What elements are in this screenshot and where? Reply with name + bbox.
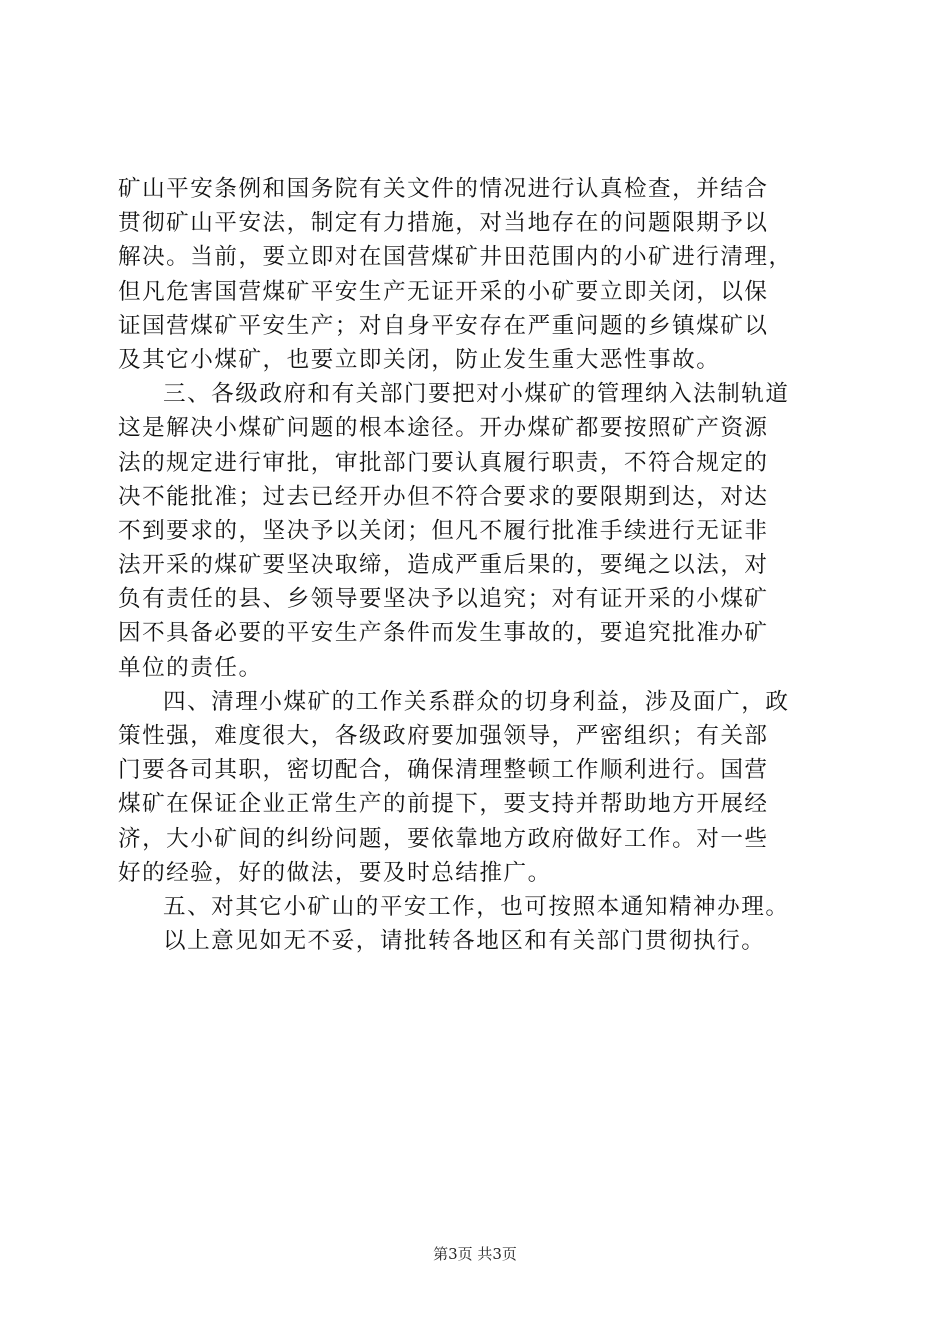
body-line: 法的规定进行审批，审批部门要认真履行职责，不符合规定的 bbox=[118, 449, 769, 476]
body-line: 贯彻矿山平安法，制定有力措施，对当地存在的问题限期予以 bbox=[118, 210, 769, 237]
body-line: 门要各司其职，密切配合，确保清理整顿工作顺利进行。国营 bbox=[118, 757, 769, 784]
body-line: 负有责任的县、乡领导要坚决予以追究；对有证开采的小煤矿 bbox=[118, 586, 769, 613]
page-number-footer: 第3页 共3页 bbox=[433, 1245, 517, 1263]
body-line: 因不具备必要的平安生产条件而发生事故的，要追究批准办矿 bbox=[118, 620, 769, 647]
body-line: 法开采的煤矿要坚决取缔，造成严重后果的，要绳之以法，对 bbox=[118, 552, 769, 579]
body-line: 策性强，难度很大，各级政府要加强领导，严密组织；有关部 bbox=[118, 723, 769, 749]
body-line: 济，大小矿间的纠纷问题，要依靠地方政府做好工作。对一些 bbox=[118, 825, 769, 852]
body-line: 不到要求的，坚决予以关闭；但凡不履行批准手续进行无证非 bbox=[118, 517, 769, 544]
body-line: 证国营煤矿平安生产；对自身平安存在严重问题的乡镇煤矿以 bbox=[118, 312, 769, 339]
closing-line: 以上意见如无不妥，请批转各地区和有关部门贯彻执行。 bbox=[163, 928, 766, 955]
body-line: 矿山平安条例和国务院有关文件的情况进行认真检查，并结合 bbox=[118, 176, 769, 202]
body-line: 决不能批准；过去已经开办但不符合要求的要限期到达，对达 bbox=[118, 483, 769, 510]
body-line: 好的经验，好的做法，要及时总结推广。 bbox=[118, 859, 552, 886]
body-line: 及其它小煤矿，也要立即关闭，防止发生重大恶性事故。 bbox=[118, 346, 721, 373]
body-line: 但凡危害国营煤矿平安生产无证开采的小矿要立即关闭，以保 bbox=[118, 278, 769, 305]
section-3-first-line: 三、各级政府和有关部门要把对小煤矿的管理纳入法制轨道 bbox=[163, 381, 790, 408]
body-line: 解决。当前，要立即对在国营煤矿井田范围内的小矿进行清理， bbox=[118, 244, 793, 271]
body-line: 这是解决小煤矿问题的根本途径。开办煤矿都要按照矿产资源 bbox=[118, 415, 769, 442]
section-5-line: 五、对其它小矿山的平安工作，也可按照本通知精神办理。 bbox=[163, 893, 790, 920]
document-body bbox=[118, 172, 838, 958]
body-line: 煤矿在保证企业正常生产的前提下，要支持并帮助地方开展经 bbox=[118, 791, 769, 818]
body-line: 单位的责任。 bbox=[118, 654, 263, 681]
section-4-first-line: 四、清理小煤矿的工作关系群众的切身利益，涉及面广，政 bbox=[163, 688, 790, 715]
